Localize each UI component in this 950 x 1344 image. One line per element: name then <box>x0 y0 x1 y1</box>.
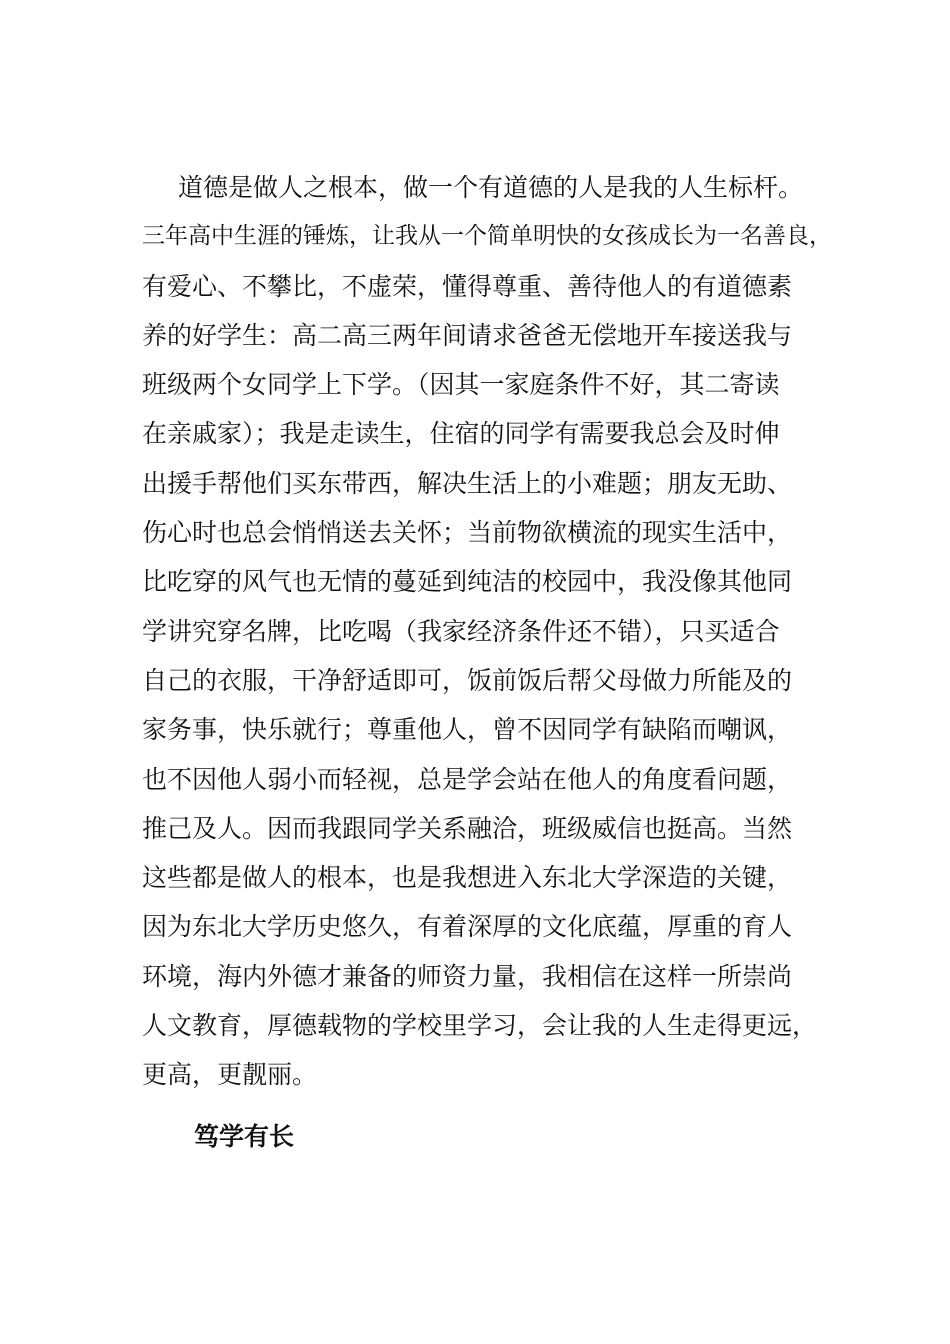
paragraph-line: 班级两个女同学上下学。（因其一家庭条件不好，其二寄读 <box>142 370 780 400</box>
paragraph-line: 养的好学生：高二高三两年间请求爸爸无偿地开车接送我与 <box>142 320 793 350</box>
paragraph-line: 因为东北大学历史悠久，有着深厚的文化底蕴，厚重的育人 <box>142 912 793 942</box>
paragraph-line: 家务事，快乐就行；尊重他人，曾不因同学有缺陷而嘲讽， <box>142 715 793 745</box>
paragraph-line: 环境，海内外德才兼备的师资力量，我相信在这样一所崇尚 <box>142 961 793 991</box>
paragraph-line: 道德是做人之根本，做一个有道德的人是我的人生标杆。 <box>178 173 804 202</box>
section-heading: 笃学有长 <box>194 1122 295 1151</box>
paragraph-line: 推己及人。因而我跟同学关系融洽，班级威信也挺高。当然 <box>142 813 793 843</box>
paragraph-line: 这些都是做人的根本，也是我想进入东北大学深造的关键， <box>142 863 793 893</box>
paragraph-line: 伤心时也总会悄悄送去关怀；当前物欲横流的现实生活中， <box>142 518 793 548</box>
paragraph-line: 有爱心、不攀比，不虚荣，懂得尊重、善待他人的有道德素 <box>142 271 793 301</box>
paragraph-line: 学讲究穿名牌，比吃喝（我家经济条件还不错），只买适合 <box>142 616 780 646</box>
paragraph-line: 更高，更靓丽。 <box>142 1060 318 1090</box>
paragraph-line: 自己的衣服，干净舒适即可，饭前饭后帮父母做力所能及的 <box>142 665 793 695</box>
paragraph-line: 比吃穿的风气也无情的蔓延到纯洁的校园中，我没像其他同 <box>142 567 793 597</box>
paragraph-line: 出援手帮他们买东带西，解决生活上的小难题；朋友无助、 <box>142 468 793 498</box>
paragraph-line: 在亲戚家）；我是走读生，住宿的同学有需要我总会及时伸 <box>142 419 780 449</box>
paragraph-line: 三年高中生涯的锤炼，让我从一个简单明快的女孩成长为一名善良， <box>142 223 832 250</box>
paragraph-moral-character <box>142 163 832 1100</box>
paragraph-line: 人文教育，厚德载物的学校里学习，会让我的人生走得更远， <box>142 1011 818 1041</box>
paragraph-line: 也不因他人弱小而轻视，总是学会站在他人的角度看问题， <box>142 764 793 794</box>
